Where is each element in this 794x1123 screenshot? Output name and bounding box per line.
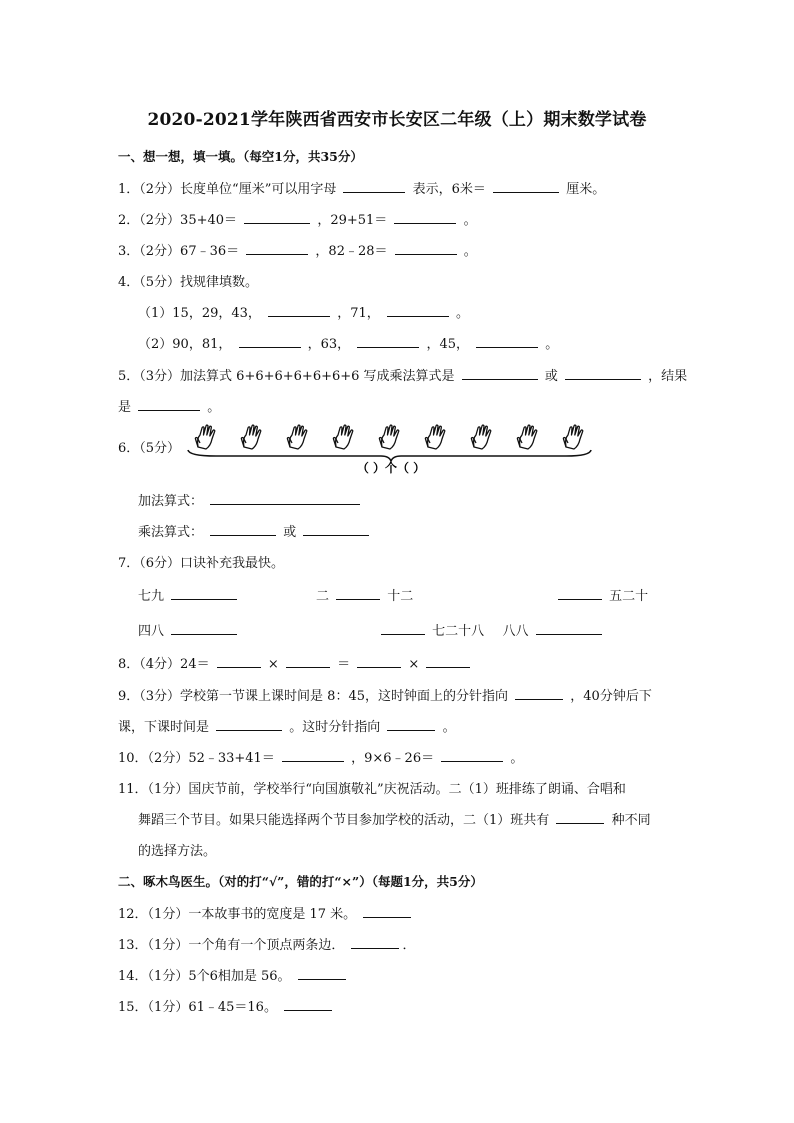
answer-blank[interactable] xyxy=(357,334,419,348)
answer-blank[interactable] xyxy=(171,586,237,600)
q14-text: 14．（1分）5个6相加是 56。 xyxy=(118,969,291,984)
equals-sign: ＝ xyxy=(337,657,351,672)
question-11-line-1: 11．（1分）国庆节前，学校举行“向国旗敬礼”庆祝活动。二（1）班排练了朗诵、合唱和 xyxy=(118,782,626,797)
q6-mul-label: 乘法算式： xyxy=(138,525,204,540)
q4-l1-a: （1）15，29，43， xyxy=(138,306,261,321)
answer-blank[interactable] xyxy=(493,179,559,193)
q13-text: 13．（1分）一个角有一个顶点两条边． xyxy=(118,938,345,953)
answer-blank[interactable] xyxy=(244,210,310,224)
question-1 xyxy=(118,178,605,197)
answer-blank[interactable] xyxy=(476,334,538,348)
q5-text-d: 是 xyxy=(118,400,132,415)
q7-item xyxy=(138,585,240,604)
q5-text-b: 或 xyxy=(544,369,558,384)
q6-add-label: 加法算式： xyxy=(138,494,204,509)
answer-blank[interactable] xyxy=(441,748,503,762)
q10-text-a: 10．（2分）52﹣33+41＝ xyxy=(118,751,275,766)
q7-r2b: 七二十八 xyxy=(432,624,485,639)
answer-blank[interactable] xyxy=(363,904,411,918)
brace-label: （ ）个（ ） xyxy=(356,461,426,475)
hand-icon xyxy=(379,425,398,449)
q7-item xyxy=(138,620,240,639)
times-sign: × xyxy=(408,657,420,672)
q4-l2-b: ，63， xyxy=(307,337,351,352)
hand-icon xyxy=(517,425,536,449)
q2-text-b: ，29+51＝ xyxy=(317,213,388,228)
q13-end: ． xyxy=(402,938,416,953)
q7-r2a: 四八 xyxy=(138,624,165,639)
question-11-line-3: 的选择方法。 xyxy=(138,844,217,859)
question-11-line-2 xyxy=(138,809,651,828)
question-14 xyxy=(118,965,349,984)
q9-text-a: 9．（3分）学校第一节课上课时间是 8：45，这时钟面上的分针指向 xyxy=(118,689,508,704)
q3-text-b: ，82﹣28＝ xyxy=(315,244,388,259)
answer-blank[interactable] xyxy=(171,621,237,635)
question-12 xyxy=(118,903,414,922)
hands-figure xyxy=(186,420,596,480)
answer-blank[interactable] xyxy=(246,241,308,255)
answer-blank[interactable] xyxy=(138,397,200,411)
question-4-line-1 xyxy=(138,302,469,321)
answer-blank[interactable] xyxy=(303,522,369,536)
q7-item xyxy=(378,620,605,639)
q2-text-c: 。 xyxy=(463,213,477,228)
question-5-line-1 xyxy=(118,365,687,384)
q7-r1b: 二 xyxy=(316,589,330,604)
q9-text-b: ，40分钟后下 xyxy=(570,689,652,704)
q9-text-e: 。 xyxy=(442,720,456,735)
q7-r1d: 五二十 xyxy=(609,589,649,604)
question-4-heading: 4．（5分）找规律填数。 xyxy=(118,275,259,290)
question-5-line-2 xyxy=(118,396,220,415)
hand-icon xyxy=(287,425,306,449)
question-2 xyxy=(118,209,477,228)
q15-text: 15．（1分）61﹣45＝16。 xyxy=(118,1000,277,1015)
q7-r2c: 八八 xyxy=(502,624,529,639)
q9-text-c: 课，下课时间是 xyxy=(118,720,210,735)
brace-icon xyxy=(188,450,591,461)
q9-text-d: 。这时分针指向 xyxy=(289,720,381,735)
hand-icon xyxy=(241,425,260,449)
answer-blank[interactable] xyxy=(298,966,346,980)
q6-or: 或 xyxy=(283,525,297,540)
q4-l2-c: ，45， xyxy=(426,337,470,352)
question-7-heading: 7．（6分）口诀补充我最快。 xyxy=(118,556,285,571)
answer-blank[interactable] xyxy=(239,334,301,348)
question-13 xyxy=(118,934,415,953)
hand-icon xyxy=(425,425,444,449)
q8-text-a: 8．（4分）24＝ xyxy=(118,657,210,672)
answer-blank[interactable] xyxy=(556,810,604,824)
answer-blank[interactable] xyxy=(558,586,602,600)
q12-text: 12．（1分）一本故事书的宽度是 17 米。 xyxy=(118,907,357,922)
answer-blank[interactable] xyxy=(462,366,538,380)
answer-blank[interactable] xyxy=(286,654,330,668)
question-8 xyxy=(118,653,473,672)
answer-blank[interactable] xyxy=(351,935,399,949)
answer-blank[interactable] xyxy=(381,621,425,635)
q1-text-b: 表示，6米＝ xyxy=(412,182,486,197)
answer-blank[interactable] xyxy=(217,654,261,668)
hand-icon xyxy=(471,425,490,449)
q4-l2-a: （2）90，81， xyxy=(138,337,232,352)
q3-text-a: 3．（2分）67﹣36＝ xyxy=(118,244,240,259)
answer-blank[interactable] xyxy=(515,686,563,700)
q7-r1a: 七九 xyxy=(138,589,165,604)
answer-blank[interactable] xyxy=(336,586,380,600)
answer-blank[interactable] xyxy=(536,621,602,635)
answer-blank[interactable] xyxy=(357,654,401,668)
answer-blank[interactable] xyxy=(284,997,332,1011)
question-9-line-1 xyxy=(118,685,652,704)
hand-icon xyxy=(195,425,214,449)
q5-text-e: 。 xyxy=(207,400,221,415)
question-6-multiplication xyxy=(138,521,372,540)
answer-blank[interactable] xyxy=(565,366,641,380)
question-15 xyxy=(118,996,335,1015)
question-6-number: 6．（5分） xyxy=(118,441,181,456)
question-3 xyxy=(118,240,477,259)
q7-r1c: 十二 xyxy=(387,589,414,604)
q2-text-a: 2．（2分）35+40＝ xyxy=(118,213,238,228)
answer-blank[interactable] xyxy=(426,654,470,668)
answer-blank[interactable] xyxy=(216,717,282,731)
hand-icon xyxy=(563,425,582,449)
question-9-line-2 xyxy=(118,716,456,735)
answer-blank[interactable] xyxy=(210,522,276,536)
answer-blank[interactable] xyxy=(387,717,435,731)
section-heading-1: 一、想一想，填一填。（每空1分，共35分） xyxy=(118,149,363,164)
q11-text-b: 种不同 xyxy=(611,813,651,828)
q7-item xyxy=(555,585,648,604)
q4-l2-d: 。 xyxy=(545,337,559,352)
q5-text-c: ，结果 xyxy=(648,369,688,384)
answer-blank[interactable] xyxy=(387,303,449,317)
question-6-addition xyxy=(138,490,363,509)
question-10 xyxy=(118,747,523,766)
section-heading-2: 二、啄木鸟医生。（对的打“√”，错的打“×”）（每题1分，共5分） xyxy=(118,874,483,889)
q10-text-c: 。 xyxy=(510,751,524,766)
answer-blank[interactable] xyxy=(343,179,405,193)
question-4-line-2 xyxy=(138,333,558,352)
q3-text-c: 。 xyxy=(463,244,477,259)
times-sign: × xyxy=(267,657,279,672)
q1-text-a: 1．（2分）长度单位“厘米”可以用字母 xyxy=(118,182,337,197)
answer-blank[interactable] xyxy=(282,748,344,762)
answer-blank[interactable] xyxy=(268,303,330,317)
q10-text-b: ，9×6﹣26＝ xyxy=(351,751,435,766)
q7-item xyxy=(316,585,413,604)
q1-text-c: 厘米。 xyxy=(566,182,606,197)
page-title: 2020-2021学年陕西省西安市长安区二年级（上）期末数学试卷 xyxy=(147,110,647,130)
q11-text-a: 舞蹈三个节目。如果只能选择两个节目参加学校的活动，二（1）班共有 xyxy=(138,813,550,828)
answer-blank[interactable] xyxy=(395,241,457,255)
q4-l1-c: 。 xyxy=(456,306,470,321)
hand-icon xyxy=(333,425,352,449)
q5-text-a: 5．（3分）加法算式 6+6+6+6+6+6+6 写成乘法算式是 xyxy=(118,369,455,384)
answer-blank[interactable] xyxy=(394,210,456,224)
answer-blank[interactable] xyxy=(210,491,360,505)
q4-l1-b: ，71， xyxy=(337,306,380,321)
